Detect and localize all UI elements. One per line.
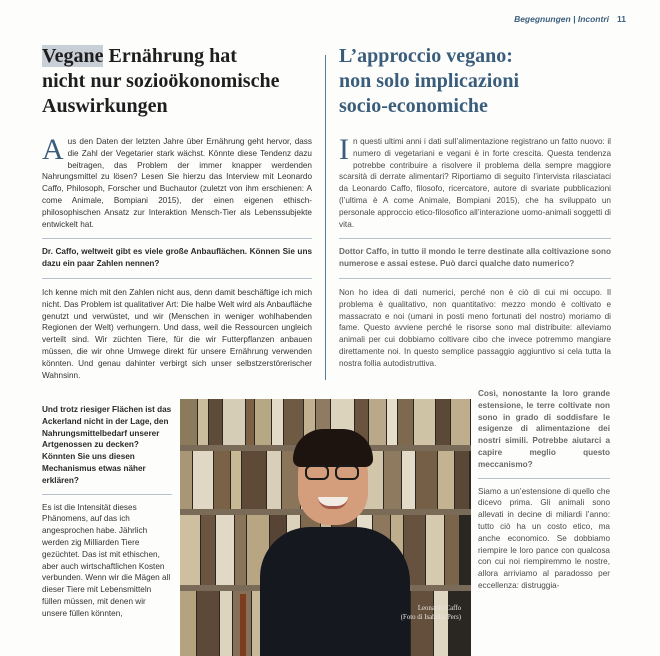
german-title-line3: Auswirkungen bbox=[42, 95, 168, 117]
photo-caption bbox=[401, 604, 461, 622]
german-column-upper bbox=[42, 133, 312, 381]
german-intro-text: us den Daten der letzten Jahre über Ernährung geht hervor, dass die Zahl der Vegetarier stark wächst. Könnte diese Tendenz dazu beitragen, das Problem der immer knapper werdenden Nahrungsmittel zu lösen? Lesen Sie hierzu das Interview mit Leonardo Caffo, Philosoph, Forscher und Buchautor (zuletzt von ihm erschienen: A come Animale, Bompiani 2015), der einen eigenen ethisch-philosophischen Ansatz zur Interaktion Mensch-Tier als Lebenssubjekte entwickelt hat. bbox=[42, 137, 312, 229]
portrait-photo bbox=[180, 399, 471, 656]
german-question-2: Und trotz riesiger Flächen ist das Ackerland nicht in der Lage, den Nahrungsmittelbedarf unserer Artgenossen zu decken? Könnten Sie uns diesen Mechanismus etwas näher erklären? bbox=[42, 405, 172, 485]
italian-divider-2 bbox=[339, 278, 611, 279]
page-number: 11 bbox=[617, 14, 626, 24]
italian-answer-1: Non ho idea di dati numerici, perché non è ciò di cui mi occupo. Il problema è qualitativo, non quantitativo: mezzo mondo è coltivato e massacrato e noi (umani in posti meno fortunati del nostro) moriamo di fame. Questo avviene perché le risorse sono mal distribuite: alleviamo animali per cui dobbiamo coltivare cibo che invece potremmo mangiare direttamente noi. In questo semplice passaggio aggiuntivo si cela tutta la nostra follia autodistruttiva. bbox=[339, 287, 611, 368]
german-title-line1: Ernährung hat bbox=[103, 45, 237, 67]
italian-answer-2: Siamo a un’estensione di quello che dicevo prima. Gli animali sono allevati in decine di miliardi l’anno: tutto ciò ha un costo etico, ma anche economico. Se dobbiamo riempire le loro pance con qualcosa con cui noi riempiremmo le nostre, allora arriviamo al paradosso per eccellenza: distruggia- bbox=[478, 486, 610, 590]
italian-title-line1: L’approccio vegano: bbox=[339, 45, 513, 67]
italian-dropcap: I bbox=[339, 133, 349, 166]
german-title bbox=[42, 44, 312, 119]
german-answer-1: Ich kenne mich mit den Zahlen nicht aus, denn damit beschäftige ich mich nicht. Das Problem ist qualitativer Art: Die halbe Welt wird als Anbaufläche genutzt und verwüstet, und wir (Menschen in weniger wohlhabenden Regionen der Welt) verhungern. Und dass, weil die Ressourcen ungleich verteilt sind. Wir züchten Tiere, für die wir Futterpflanzen anbauen müssen, die wir ohne Umwege direkt für unsere Ernährung verwenden könnten. Und genau dahinter verbirgt sich unser selbstzerstörerischer Wahnsinn. bbox=[42, 287, 312, 380]
column-divider bbox=[325, 55, 326, 380]
german-title-highlight: Vegane bbox=[42, 45, 104, 67]
italian-divider-3 bbox=[478, 478, 610, 479]
italian-title-line2: non solo implicazioni bbox=[339, 70, 520, 92]
german-column-lower bbox=[42, 404, 172, 620]
german-divider-2 bbox=[42, 278, 312, 279]
german-divider-1 bbox=[42, 238, 312, 239]
glasses-left-icon bbox=[305, 465, 329, 480]
italian-divider-1 bbox=[339, 238, 611, 239]
caption-credit: (Foto di Isabella Pers) bbox=[400, 614, 461, 621]
german-divider-3 bbox=[42, 494, 172, 495]
german-intro bbox=[42, 133, 312, 230]
italian-title bbox=[339, 44, 629, 119]
running-head bbox=[514, 14, 626, 24]
german-question-1: Dr. Caffo, weltweit gibt es viele große Anbauflächen. Können Sie uns dazu ein paar Zahlen nennen? bbox=[42, 247, 312, 269]
german-dropcap: A bbox=[42, 133, 64, 166]
italian-intro bbox=[339, 133, 611, 230]
glasses-right-icon bbox=[335, 465, 359, 480]
person-hair bbox=[293, 429, 373, 467]
person-sweater bbox=[260, 527, 410, 656]
german-answer-2: Es ist die Intensität dieses Phänomens, auf das ich angesprochen habe. Jährlich werden zig Milliarden Tiere gezüchtet. Das ist mit ethischen, aber auch wirtschaftlichen Kosten verbunden. Wenn wir die Mägen all dieser Tiere mit Lebensmitteln füllen müssen, mit denen wir unsere füllen könnten, bbox=[42, 502, 171, 618]
italian-title-line3: socio-economiche bbox=[339, 95, 488, 117]
italian-question-1: Dottor Caffo, in tutto il mondo le terre destinate alla coltivazione sono numerose e assai estese. Può darci qualche dato numerico? bbox=[339, 247, 611, 269]
german-title-line2: nicht nur sozioökonomische bbox=[42, 70, 280, 92]
caption-name: Leonardo Caffo bbox=[417, 605, 461, 612]
italian-column-upper bbox=[339, 133, 611, 370]
italian-column-lower bbox=[478, 388, 610, 592]
italian-question-2: Così, nonostante la loro grande estensione, le terre coltivate non sono in grado di soddisfare le esigenze di alimentazione dei nostri simili. Potrebbe aiutarci a capire meglio questo meccanismo? bbox=[478, 389, 610, 469]
section-label: Begegnungen | Incontri bbox=[514, 14, 609, 24]
italian-intro-text: n questi ultimi anni i dati sull’alimentazione registrano un fatto nuovo: il numero di vegetariani e vegani è in forte crescita. Questa tendenza potrebbe contribuire a risolvere il problema della sempre maggiore scarsità di derrate alimentari? Riportiamo di seguito l’intervista rilasciataci da Leonardo Caffo, filosofo, ricercatore, autore di svariate pubblicazioni (l’ultima è A come Animale, Bompiani 2015), che ha sviluppato un personale approccio etico-filosofico all’interazione uomo-animali soggetti di vita. bbox=[339, 137, 611, 229]
